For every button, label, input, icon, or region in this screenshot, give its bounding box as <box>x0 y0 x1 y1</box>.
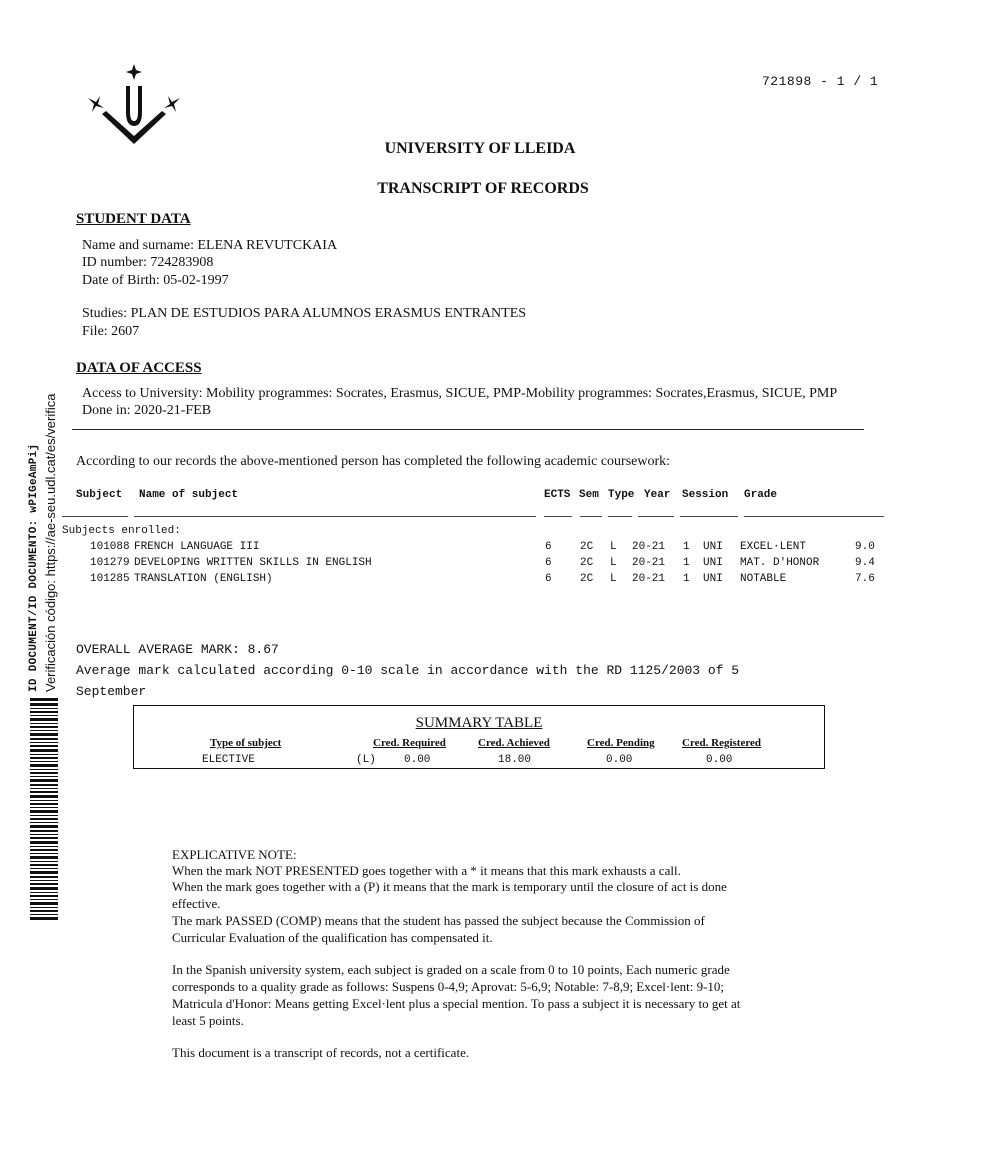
summary-table <box>133 705 825 769</box>
subject-name: FRENCH LANGUAGE III <box>134 541 260 553</box>
summary-title: SUMMARY TABLE <box>415 715 543 731</box>
summary-header-required: Cred. Required <box>373 737 446 749</box>
col-header-year: Year <box>644 489 671 501</box>
table-rule <box>608 516 632 517</box>
document-reference: 721898 - 1 / 1 <box>762 74 879 89</box>
subject-sem: 2C <box>580 541 594 553</box>
explicative-line: When the mark NOT PRESENTED goes together with a * it means that this mark exhausts a call. <box>172 863 681 878</box>
subject-grade: MAT. D'HONOR <box>740 557 820 569</box>
subject-type: L <box>610 557 617 569</box>
subject-name: DEVELOPING WRITTEN SKILLS IN ENGLISH <box>134 557 372 569</box>
summary-type-code: (L) <box>356 754 376 766</box>
subject-grade: NOTABLE <box>740 573 787 585</box>
table-rule <box>680 516 738 517</box>
coursework-intro: According to our records the above-mentioned person has completed the following academic coursework: <box>76 454 671 469</box>
subject-call: 1 <box>683 573 690 585</box>
subject-grade: EXCEL·LENT <box>740 541 807 553</box>
student-file: File: 2607 <box>82 324 140 339</box>
col-header-grade: Grade <box>744 489 778 501</box>
explicative-line: The mark PASSED (COMP) means that the student has passed the subject because the Commission of <box>172 913 705 928</box>
subject-type: L <box>610 541 617 553</box>
summary-required-value: 0.00 <box>404 754 431 766</box>
table-rule <box>580 516 602 517</box>
student-dob: Date of Birth: 05-02-1997 <box>82 273 229 288</box>
col-header-subject: Subject <box>76 489 123 501</box>
table-rule <box>134 516 536 517</box>
subject-sem: 2C <box>580 573 594 585</box>
subject-code: 101088 <box>90 541 130 553</box>
explicative-line: corresponds to a quality grade as follows: Suspens 0-4,9; Aprovat: 5-6,9; Notable: 7-8,9; Excel·lent: 9-10; <box>172 979 725 994</box>
subject-ects: 6 <box>545 541 552 553</box>
subject-mark: 9.0 <box>855 541 875 553</box>
subject-name: TRANSLATION (ENGLISH) <box>134 573 273 585</box>
average-note-line1: Average mark calculated according 0-10 scale in accordance with the RD 1125/2003 of 5 <box>76 663 740 678</box>
table-rule <box>744 516 884 517</box>
explicative-line: Matricula d'Honor: Means getting Excel·lent plus a special mention. To pass a subject it is necessary to get at <box>172 996 741 1011</box>
average-note-line2: September <box>76 684 147 699</box>
subject-session: UNI <box>703 573 723 585</box>
document-id-text: ID DOCUMENT/ID DOCUMENTO: wPIGeAmPij <box>28 443 40 692</box>
subject-call: 1 <box>683 541 690 553</box>
explicative-line: When the mark goes together with a (P) it means that the mark is temporary until the closure of act is done <box>172 879 727 894</box>
document-title: TRANSCRIPT OF RECORDS <box>377 180 589 197</box>
table-row <box>0 557 1000 573</box>
subject-type: L <box>610 573 617 585</box>
explicative-line: Curricular Evaluation of the qualification has compensated it. <box>172 930 493 945</box>
student-studies: Studies: PLAN DE ESTUDIOS PARA ALUMNOS ERASMUS ENTRANTES <box>82 306 527 321</box>
subject-mark: 7.6 <box>855 573 875 585</box>
subject-sem: 2C <box>580 557 594 569</box>
university-title: UNIVERSITY OF LLEIDA <box>384 140 576 157</box>
verification-link-text: Verificación código: https://ae-seu.udl.cat/es/verifica <box>43 393 58 692</box>
subject-ects: 6 <box>545 573 552 585</box>
subject-ects: 6 <box>545 557 552 569</box>
subjects-enrolled-label: Subjects enrolled: <box>62 525 181 537</box>
table-rule <box>638 516 674 517</box>
summary-pending-value: 0.00 <box>606 754 633 766</box>
explicative-line: In the Spanish university system, each subject is graded on a scale from 0 to 10 points, Each numeric grade <box>172 962 730 977</box>
col-header-sem: Sem <box>579 489 599 501</box>
summary-header-pending: Cred. Pending <box>587 737 655 749</box>
student-id: ID number: 724283908 <box>82 255 214 270</box>
subject-code: 101285 <box>90 573 130 585</box>
subject-year: 20-21 <box>632 541 666 553</box>
col-header-ects: ECTS <box>544 489 571 501</box>
explicative-line: least 5 points. <box>172 1013 244 1028</box>
summary-header-type: Type of subject <box>210 737 282 749</box>
student-name: Name and surname: ELENA REVUTCKAIA <box>82 238 338 253</box>
transcript-disclaimer: This document is a transcript of records, not a certificate. <box>172 1045 470 1060</box>
barcode-icon <box>30 698 58 920</box>
col-header-name: Name of subject <box>139 489 239 501</box>
explicative-line: effective. <box>172 896 221 911</box>
subject-session: UNI <box>703 557 723 569</box>
table-row <box>0 541 1000 557</box>
overall-average: OVERALL AVERAGE MARK: 8.67 <box>76 642 279 657</box>
subject-code: 101279 <box>90 557 130 569</box>
col-header-type: Type <box>608 489 635 501</box>
subject-call: 1 <box>683 557 690 569</box>
access-done-in: Done in: 2020-21-FEB <box>82 403 212 418</box>
subject-session: UNI <box>703 541 723 553</box>
summary-type-value: ELECTIVE <box>202 754 255 766</box>
subject-mark: 9.4 <box>855 557 875 569</box>
summary-registered-value: 0.00 <box>706 754 733 766</box>
student-data-heading: STUDENT DATA <box>76 211 191 227</box>
summary-header-achieved: Cred. Achieved <box>478 737 550 749</box>
section-divider <box>72 429 864 430</box>
table-rule <box>544 516 572 517</box>
summary-achieved-value: 18.00 <box>498 754 532 766</box>
explicative-heading: EXPLICATIVE NOTE: <box>172 847 297 862</box>
table-row <box>0 573 1000 589</box>
data-of-access-heading: DATA OF ACCESS <box>76 360 202 376</box>
summary-header-registered: Cred. Registered <box>682 737 762 749</box>
subject-year: 20-21 <box>632 573 666 585</box>
table-rule <box>62 516 128 517</box>
verification-strip <box>28 393 70 920</box>
subject-year: 20-21 <box>632 557 666 569</box>
col-header-session: Session <box>682 489 729 501</box>
access-university: Access to University: Mobility programmes: Socrates, Erasmus, SICUE, PMP-Mobility programmes: Socrates,Erasmus, SICUE, PMP <box>82 386 838 401</box>
university-logo-icon <box>82 60 186 150</box>
